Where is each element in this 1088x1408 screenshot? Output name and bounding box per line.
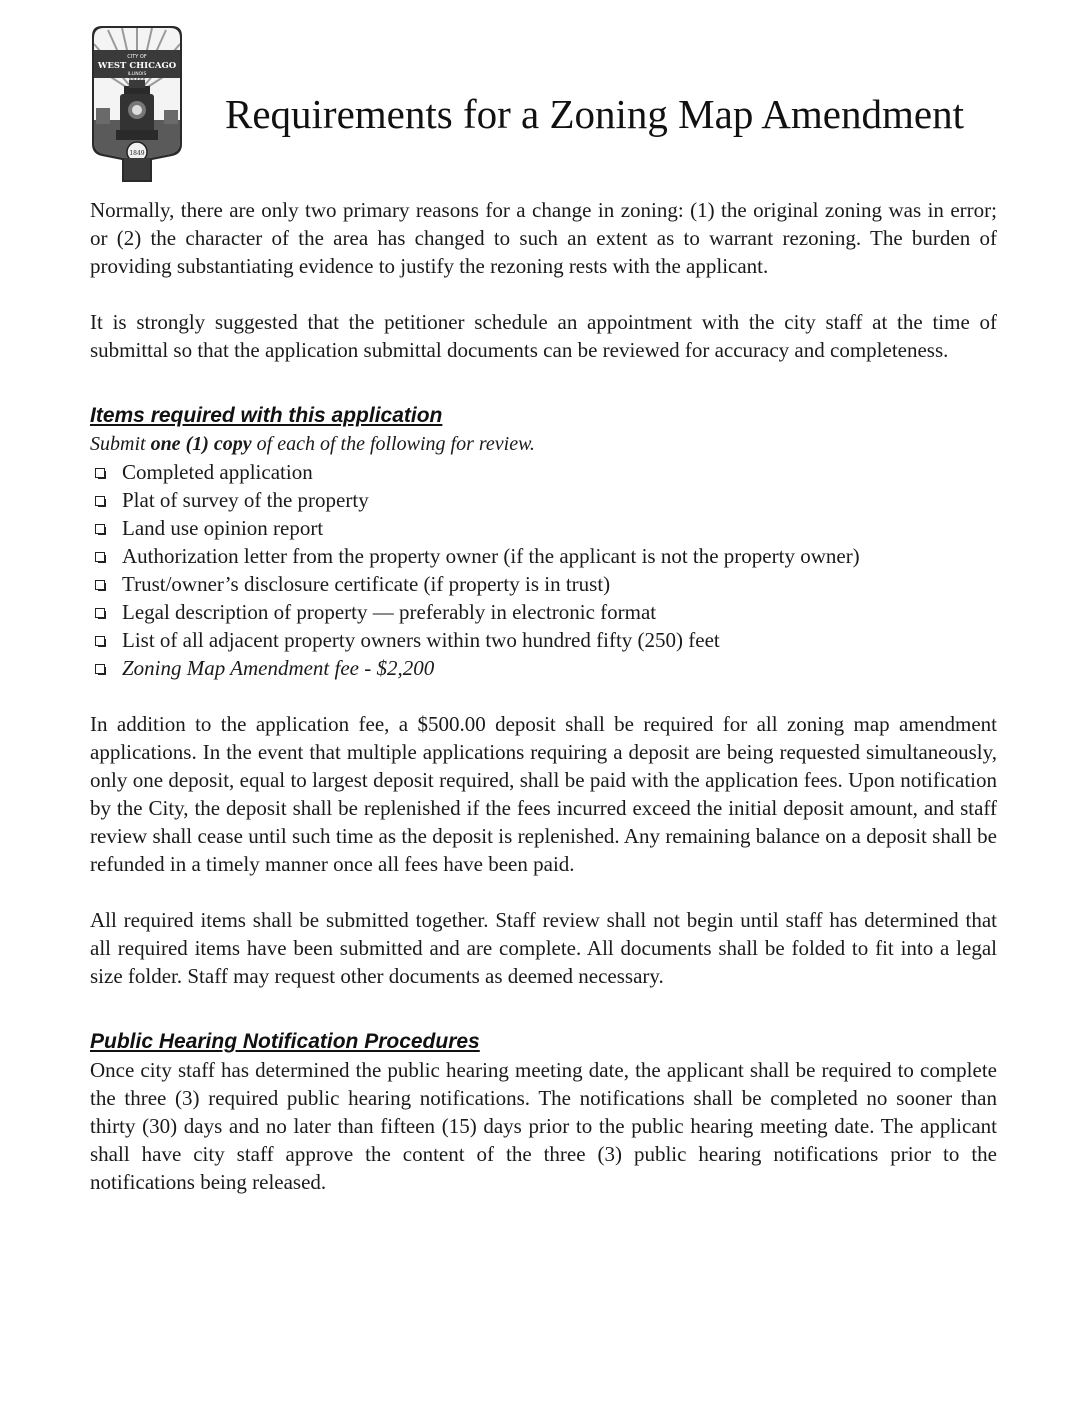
- checklist-item: [90, 626, 997, 654]
- checklist-item-label: Trust/owner’s disclosure certificate (if property is in trust): [122, 572, 611, 596]
- checkbox-icon: [95, 580, 105, 590]
- checklist-item: [90, 598, 997, 626]
- checkbox-icon: [95, 524, 105, 534]
- checklist-item-label: Zoning Map Amendment fee - $2,200: [122, 656, 435, 680]
- checklist-item-fee: [90, 654, 997, 682]
- document-body: [90, 196, 997, 1196]
- checklist-item-label: Authorization letter from the property owner (if the applicant is not the property owner): [122, 544, 860, 568]
- submit-prefix: Submit: [90, 433, 151, 455]
- public-hearing-paragraph: Once city staff has determined the public hearing meeting date, the applicant shall be required to complete the three (3) required public hearing notifications. The notifications shall be completed no sooner than thirty (30) days and no later than fifteen (15) days prior to the public hearing meeting date. The applicant shall have city staff approve the content of the three (3) public hearing notifications prior to the notifications being released.: [90, 1058, 997, 1194]
- seal-state-text: ILLINOIS: [127, 72, 147, 77]
- seal-year: 1849: [129, 150, 145, 157]
- items-required-heading: Items required with this application: [90, 404, 443, 427]
- seal-city-name: WEST CHICAGO: [97, 61, 177, 71]
- checklist-item-label: List of all adjacent property owners within two hundred fifty (250) feet: [122, 628, 720, 652]
- checkbox-icon: [95, 496, 105, 506]
- checkbox-icon: [95, 608, 105, 618]
- page-title: Requirements for a Zoning Map Amendment: [225, 91, 964, 137]
- intro-paragraph-appointment: It is strongly suggested that the petitioner schedule an appointment with the city staff at the time of submittal so that the application submittal documents can be reviewed for accuracy and completeness.: [90, 310, 997, 362]
- submission-paragraph: All required items shall be submitted together. Staff review shall not begin until staff has determined that all required items have been submitted and are complete. All documents shall be folded to fit into a legal size folder. Staff may request other documents as deemed necessary.: [90, 908, 997, 988]
- submit-instruction: [90, 430, 997, 458]
- checkbox-icon: [95, 468, 105, 478]
- intro-paragraph-reasons: Normally, there are only two primary reasons for a change in zoning: (1) the original zoning was in error; or (2) the character of the area has changed to such an extent as to warrant rezoning. The burden of providing substantiating evidence to justify the rezoning rests with the applicant.: [90, 198, 997, 278]
- checklist-item-label: Legal description of property — preferably in electronic format: [122, 600, 657, 624]
- checklist-item: [90, 542, 997, 570]
- submit-copy-count: one (1) copy: [150, 433, 252, 455]
- checklist-item-label: Land use opinion report: [122, 516, 324, 540]
- checklist-item-label: Plat of survey of the property: [122, 488, 369, 512]
- checklist-item: [90, 570, 997, 598]
- city-seal-logo: [88, 24, 186, 184]
- required-items-checklist: [90, 458, 997, 682]
- seal-top-text: CITY OF: [127, 54, 147, 60]
- checkbox-icon: [95, 552, 105, 562]
- checkbox-icon: [95, 636, 105, 646]
- checklist-item: [90, 458, 997, 486]
- checklist-item: [90, 486, 997, 514]
- public-hearing-heading: Public Hearing Notification Procedures: [90, 1030, 480, 1053]
- deposit-paragraph: In addition to the application fee, a $500.00 deposit shall be required for all zoning map amendment applications. In the event that multiple applications requiring a deposit are being requested simultaneously, only one deposit, equal to largest deposit required, shall be paid with the application fees. Upon notification by the City, the deposit shall be replenished if the fees incurred exceed the initial deposit amount, and staff review shall cease until such time as the deposit is replenished. Any remaining balance on a deposit shall be refunded in a timely manner once all fees have been paid.: [90, 712, 997, 876]
- checklist-item: [90, 514, 997, 542]
- checkbox-icon: [95, 664, 105, 674]
- checklist-item-label: Completed application: [122, 460, 313, 484]
- submit-suffix: of each of the following for review.: [251, 433, 535, 455]
